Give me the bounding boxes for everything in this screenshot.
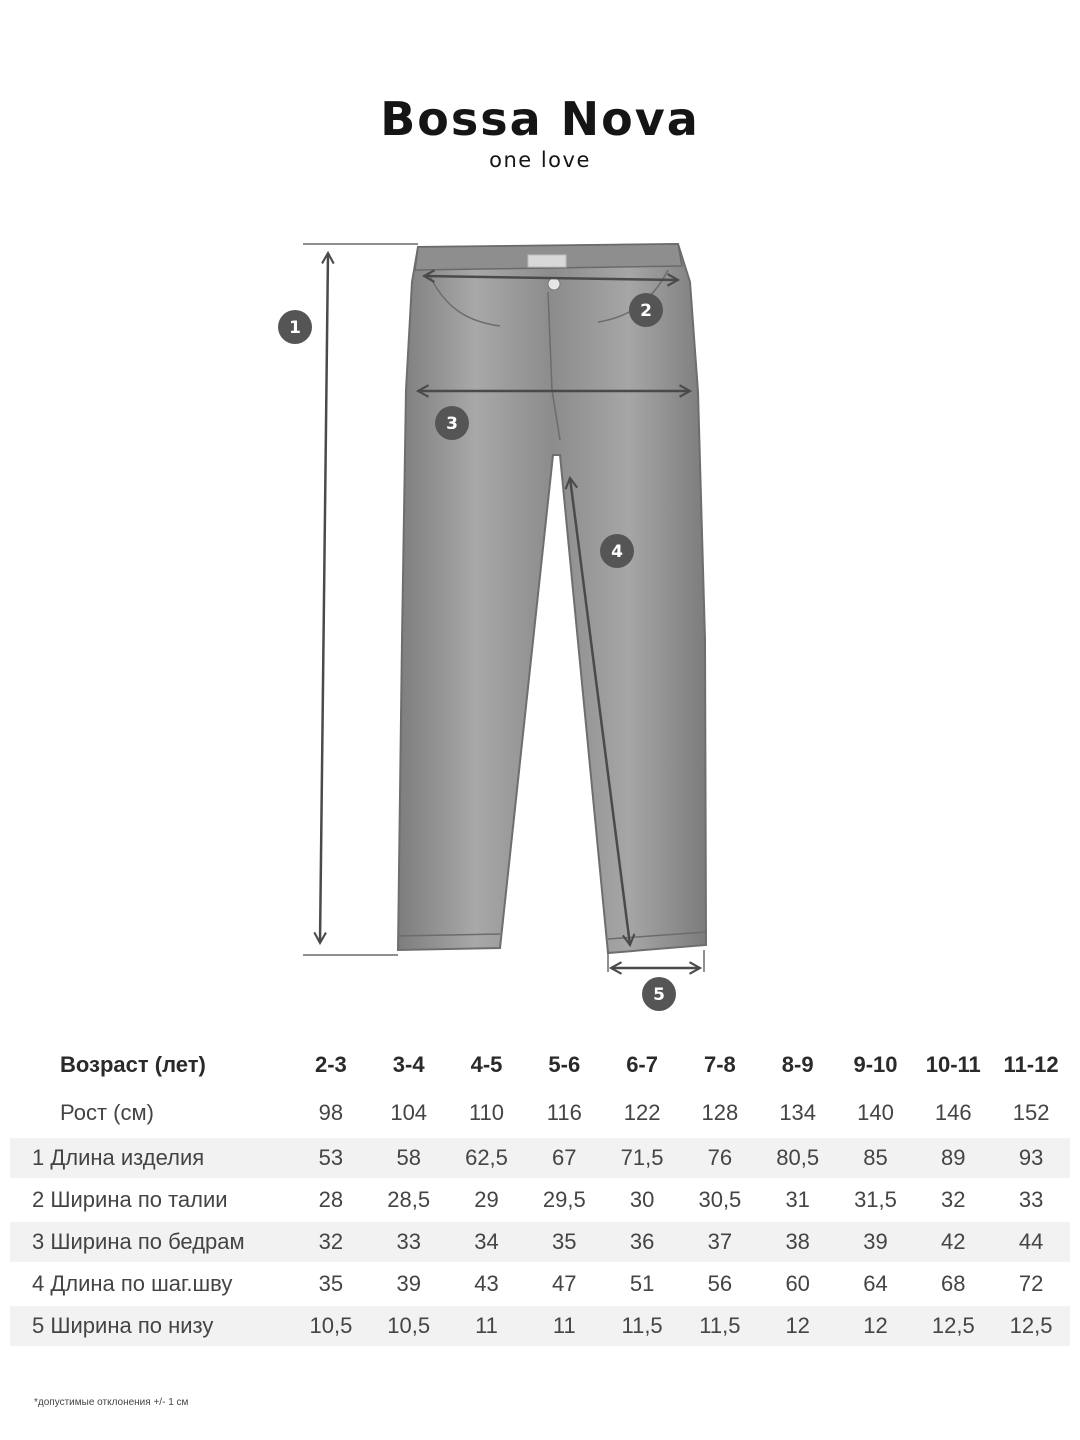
table-cell: 85: [837, 1137, 915, 1179]
table-cell: 39: [837, 1221, 915, 1263]
footnote: *допустимые отклонения +/- 1 см: [34, 1397, 189, 1408]
height-cell: 140: [857, 1100, 894, 1125]
height-cell: 152: [1012, 1100, 1050, 1125]
table-cell: 53: [292, 1137, 370, 1179]
table-cell: 37: [681, 1221, 759, 1263]
table-cell: 10,5: [292, 1305, 370, 1346]
table-row: [10, 1137, 1070, 1179]
table-cell: 38: [759, 1221, 837, 1263]
marker-4: [600, 534, 634, 568]
jeans-image: [398, 244, 706, 953]
table-cell: 31: [759, 1179, 837, 1221]
table-cell: 11: [525, 1305, 603, 1346]
height-cell: 122: [623, 1100, 661, 1125]
age-cell: 11-12: [1003, 1052, 1059, 1077]
table-row: [10, 1179, 1070, 1221]
table-cell: 35: [292, 1263, 370, 1305]
table-cell: 12: [837, 1305, 915, 1346]
table-cell: 11,5: [681, 1305, 759, 1346]
table-cell: 89: [914, 1137, 992, 1179]
table-cell: 62,5: [448, 1137, 526, 1179]
marker-1: [278, 310, 312, 344]
size-tag: [528, 255, 566, 267]
brand-tagline: one love: [489, 148, 591, 172]
table-cell: 28: [292, 1179, 370, 1221]
table-cell: 60: [759, 1263, 837, 1305]
table-cell: 71,5: [603, 1137, 681, 1179]
table-cell: 42: [914, 1221, 992, 1263]
age-cell: 4-5: [470, 1052, 503, 1077]
table-cell: 35: [525, 1221, 603, 1263]
brand-name: Bossa Nova: [380, 92, 700, 146]
table-cell: 10,5: [370, 1305, 448, 1346]
table-cell: 76: [681, 1137, 759, 1179]
table-row: [10, 1263, 1070, 1305]
table-cell: 72: [992, 1263, 1070, 1305]
svg-text:2: 2: [640, 301, 652, 321]
table-row: [10, 1305, 1070, 1346]
table-cell: 56: [681, 1263, 759, 1305]
age-cell: 6-7: [626, 1052, 658, 1077]
height-cell: 146: [934, 1100, 972, 1125]
age-header-row: [10, 1040, 1070, 1090]
table-cell: 68: [914, 1263, 992, 1305]
height-cell: 98: [318, 1100, 344, 1125]
age-cell: 7-8: [703, 1052, 736, 1077]
table-cell: 67: [525, 1137, 603, 1179]
age-cell: 9-10: [853, 1052, 898, 1077]
table-cell: 31,5: [837, 1179, 915, 1221]
table-cell: 80,5: [759, 1137, 837, 1179]
table-cell: 29,5: [525, 1179, 603, 1221]
age-cell: 2-3: [315, 1052, 347, 1077]
table-cell: 11: [448, 1305, 526, 1346]
svg-text:3: 3: [446, 414, 458, 434]
table-cell: 33: [992, 1179, 1070, 1221]
table-cell: 58: [370, 1137, 448, 1179]
height-row: [10, 1090, 1070, 1137]
age-cell: 10-11: [925, 1052, 981, 1077]
table-cell: 44: [992, 1221, 1070, 1263]
table-cell: 64: [837, 1263, 915, 1305]
table-cell: 28,5: [370, 1179, 448, 1221]
height-label: Рост (см): [60, 1100, 154, 1125]
table-cell: 12,5: [914, 1305, 992, 1346]
age-cell: 8-9: [781, 1052, 814, 1077]
row-label: 1 Длина изделия: [10, 1137, 292, 1179]
table-cell: 93: [992, 1137, 1070, 1179]
svg-text:4: 4: [611, 542, 623, 562]
age-label: Возраст (лет): [60, 1052, 206, 1077]
table-cell: 36: [603, 1221, 681, 1263]
table-cell: 32: [292, 1221, 370, 1263]
marker-3: [435, 406, 469, 440]
height-cell: 104: [390, 1100, 428, 1125]
height-cell: 128: [701, 1100, 739, 1125]
button: [548, 278, 560, 290]
marker-5: [642, 977, 676, 1011]
size-table: [10, 1040, 1070, 1346]
jeans-body: [398, 244, 706, 953]
table-cell: 33: [370, 1221, 448, 1263]
table-cell: 43: [448, 1263, 526, 1305]
row-label: 3 Ширина по бедрам: [10, 1221, 292, 1263]
length-arrow: [320, 253, 328, 943]
age-cell: 3-4: [392, 1052, 425, 1077]
svg-text:5: 5: [653, 985, 665, 1005]
row-label: 4 Длина по шаг.шву: [10, 1263, 292, 1305]
table-cell: 30,5: [681, 1179, 759, 1221]
marker-2: [629, 293, 663, 327]
table-row: [10, 1221, 1070, 1263]
table-cell: 47: [525, 1263, 603, 1305]
row-label: 2 Ширина по талии: [10, 1179, 292, 1221]
row-label: 5 Ширина по низу: [10, 1305, 292, 1346]
table-cell: 11,5: [603, 1305, 681, 1346]
height-cell: 116: [546, 1100, 582, 1125]
table-cell: 12: [759, 1305, 837, 1346]
table-cell: 30: [603, 1179, 681, 1221]
height-cell: 110: [468, 1100, 505, 1125]
table-cell: 32: [914, 1179, 992, 1221]
table-cell: 12,5: [992, 1305, 1070, 1346]
svg-text:1: 1: [289, 318, 301, 338]
table-cell: 29: [448, 1179, 526, 1221]
age-cell: 5-6: [548, 1052, 581, 1077]
table-cell: 34: [448, 1221, 526, 1263]
table-cell: 51: [603, 1263, 681, 1305]
table-cell: 39: [370, 1263, 448, 1305]
height-cell: 134: [779, 1100, 817, 1125]
